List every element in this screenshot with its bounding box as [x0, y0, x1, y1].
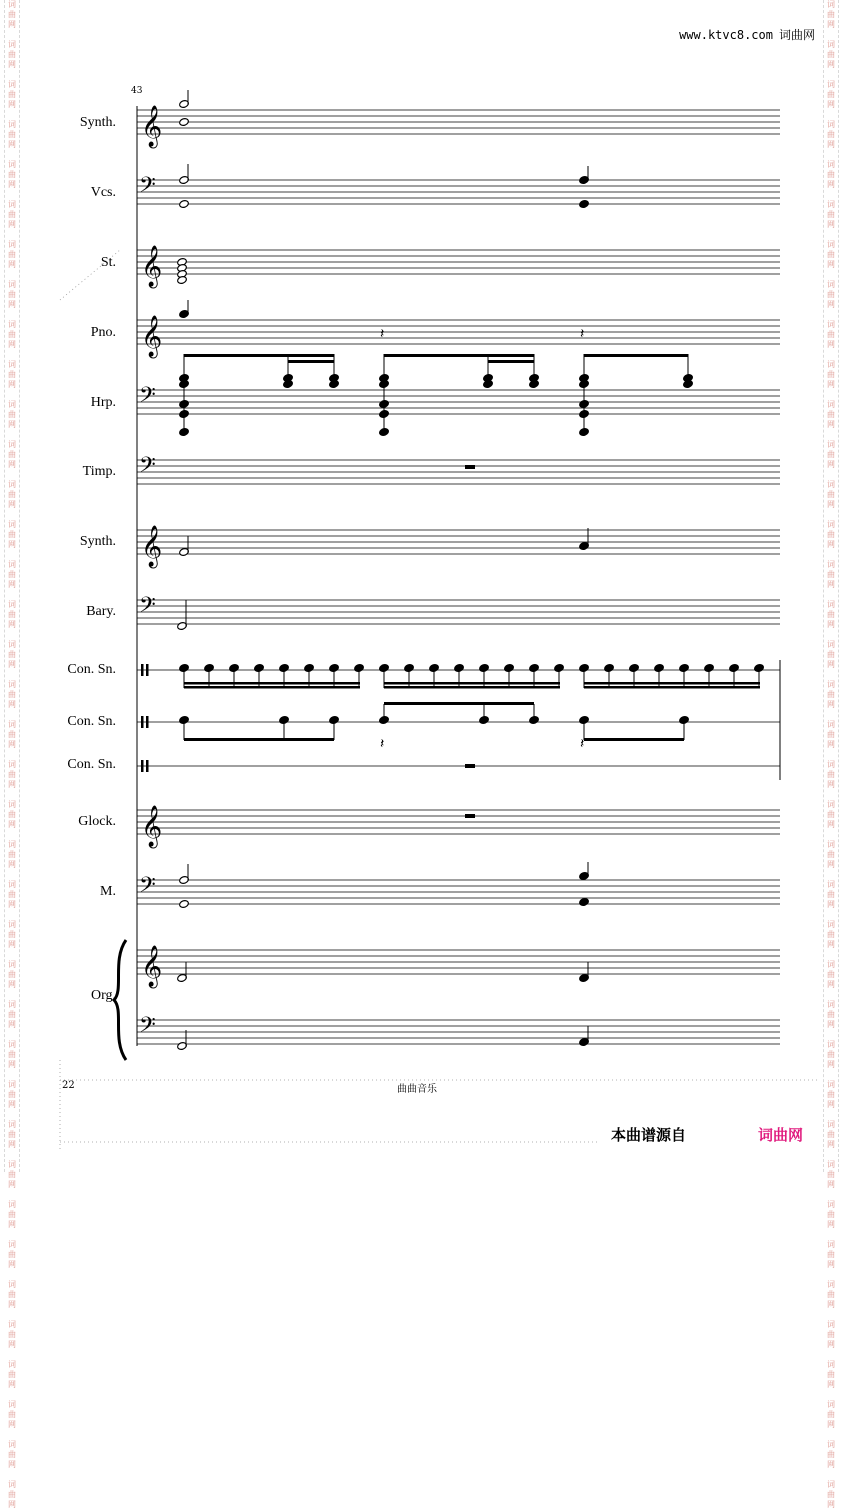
percussion-clef — [146, 664, 149, 676]
beam — [288, 360, 334, 363]
percussion-clef — [146, 760, 149, 772]
percussion-clef — [141, 760, 144, 772]
quarter-rest: 𝄽 — [580, 736, 585, 752]
note-head — [179, 199, 190, 208]
treble-clef: 𝄞 — [141, 316, 163, 357]
bass-clef: 𝄢 — [139, 873, 156, 903]
source-text: 本曲谱源自 — [611, 1126, 687, 1144]
bass-clef: 𝄢 — [139, 593, 156, 623]
treble-clef: 𝄞 — [141, 806, 163, 847]
quarter-rest: 𝄽 — [380, 326, 385, 342]
beam — [184, 354, 334, 357]
site-name[interactable]: 词曲网 — [778, 28, 815, 42]
treble-clef: 𝄞 — [141, 526, 163, 567]
organ-brace — [114, 940, 126, 1060]
whole-rest — [465, 814, 475, 818]
instrument-label-synth-2: Synth. — [79, 534, 116, 549]
instrument-label-m: M. — [100, 884, 116, 899]
instrument-label-st: St. — [100, 255, 116, 270]
beam — [384, 702, 534, 705]
beam — [184, 738, 334, 741]
right-watermark-strip: 词 曲 网 词 曲 网 词 曲 网 词 曲 网 词 曲 网 词 曲 网 词 曲 网 词 曲 网 词 曲 网 词 曲 网 词 曲 网 词 曲 网 词 曲 网 词 曲 网 词 曲 网 词 曲 网 词 曲 网 词 曲 网 词 曲 网 词 曲 网 词 曲 网 词 曲 网 词 曲 网 词 曲 网 词 曲 网 词 曲 网 词 曲 网 词 曲 网 词 曲 网 词 曲 网 词 曲 网 词 曲 网 词 曲 网 词 曲 网 词 曲 网 词 曲 网 词 曲 网 词 曲 网 — [823, 0, 839, 1172]
treble-clef: 𝄞 — [141, 106, 163, 147]
instrument-label-org: Org. — [90, 988, 116, 1003]
beam — [584, 354, 688, 357]
instrument-label-timp: Timp. — [82, 464, 116, 479]
note-head — [579, 897, 590, 906]
percussion-clef — [141, 716, 144, 728]
clefs-and-notes — [139, 90, 764, 1051]
page-number: 22 — [62, 1080, 75, 1091]
whole-rest — [465, 465, 475, 469]
quarter-rest: 𝄽 — [580, 326, 585, 342]
instrument-label-vcs: Vcs. — [90, 185, 116, 200]
staff-lines — [137, 106, 780, 1046]
dotted-guides — [60, 250, 820, 1150]
beam — [384, 354, 534, 357]
instrument-label-con-sn-1: Con. Sn. — [67, 662, 116, 677]
note-head — [579, 199, 590, 208]
left-watermark-strip: 词 曲 网 词 曲 网 词 曲 网 词 曲 网 词 曲 网 词 曲 网 词 曲 网 词 曲 网 词 曲 网 词 曲 网 词 曲 网 词 曲 网 词 曲 网 词 曲 网 词 曲 网 词 曲 网 词 曲 网 词 曲 网 词 曲 网 词 曲 网 词 曲 网 词 曲 网 词 曲 网 词 曲 网 词 曲 网 词 曲 网 词 曲 网 词 曲 网 词 曲 网 词 曲 网 词 曲 网 词 曲 网 词 曲 网 词 曲 网 词 曲 网 词 曲 网 词 曲 网 词 曲 网 — [4, 0, 20, 1172]
percussion-clef — [146, 716, 149, 728]
source-logo[interactable]: 词曲网 — [758, 1126, 804, 1144]
note-head — [179, 117, 190, 126]
instrument-label-pno: Pno. — [90, 325, 116, 340]
instrument-label-con-sn-3: Con. Sn. — [67, 757, 116, 772]
note-head — [179, 899, 190, 908]
measure-number: 43 — [131, 86, 143, 96]
treble-clef: 𝄞 — [141, 246, 163, 287]
treble-clef: 𝄞 — [141, 946, 163, 987]
instrument-label-glock: Glock. — [78, 814, 116, 829]
instrument-label-synth: Synth. — [79, 115, 116, 130]
bass-clef: 𝄢 — [139, 383, 156, 413]
instrument-label-con-sn-2: Con. Sn. — [67, 714, 116, 729]
instrument-label-bary: Bary. — [86, 604, 116, 619]
publisher-name: 曲曲音乐 — [397, 1084, 437, 1095]
beam — [584, 738, 684, 741]
bass-clef: 𝄢 — [139, 1013, 156, 1043]
bass-clef: 𝄢 — [139, 173, 156, 203]
quarter-rest: 𝄽 — [380, 736, 385, 752]
whole-rest — [465, 764, 475, 768]
percussion-clef — [141, 664, 144, 676]
beam — [488, 360, 534, 363]
bass-clef: 𝄢 — [139, 453, 156, 483]
site-url[interactable]: www.ktvc8.com — [679, 28, 773, 42]
instrument-label-hrp: Hrp. — [90, 395, 116, 410]
